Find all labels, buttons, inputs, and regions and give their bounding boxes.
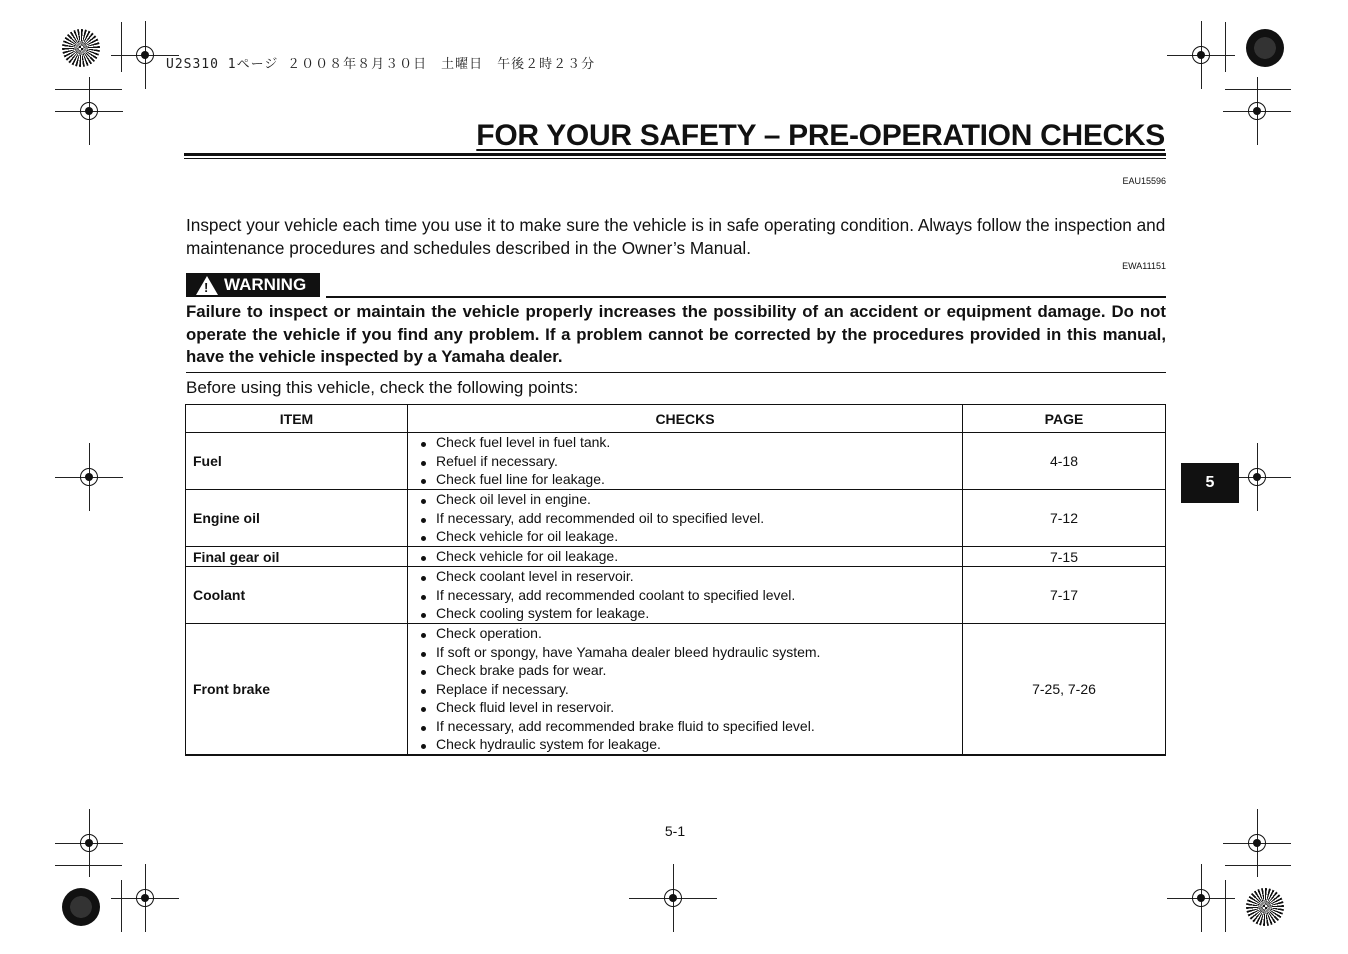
warning-code: EWA11151 bbox=[1122, 261, 1166, 271]
warning-rule bbox=[326, 296, 1166, 298]
warning-text: Failure to inspect or maintain the vehicle properly increases the possibility of an accident or equipment damage. Do not operate the vehicle if you find any problem. If a problem cannot be corrected by the procedures provided in this manual, have the vehicle inspected by a Yamaha dealer. bbox=[186, 302, 1166, 366]
check-item: Check fuel line for leakage. bbox=[436, 470, 955, 489]
check-item: Check vehicle for oil leakage. bbox=[436, 547, 955, 566]
check-item: Check oil level in engine. bbox=[436, 490, 955, 509]
row-checks bbox=[408, 624, 963, 755]
check-item: Check coolant level in reservoir. bbox=[436, 567, 955, 586]
crop-mark bbox=[121, 880, 122, 932]
column-header-checks: CHECKS bbox=[408, 405, 963, 433]
table-row bbox=[186, 624, 1166, 755]
before-checks-text: Before using this vehicle, check the following points: bbox=[186, 378, 579, 397]
section-code: EAU15596 bbox=[1122, 176, 1166, 186]
table-row bbox=[186, 490, 1166, 547]
crop-mark bbox=[55, 89, 122, 90]
crop-mark bbox=[1225, 865, 1291, 866]
crop-mark bbox=[1225, 22, 1226, 72]
printer-target-bottom-right bbox=[1246, 888, 1284, 926]
print-header: U2S310 1ページ ２００８年８月３０日 土曜日 午後２時２３分 bbox=[166, 57, 596, 72]
row-item: Final gear oil bbox=[186, 547, 408, 567]
column-header-page: PAGE bbox=[963, 405, 1166, 433]
crop-mark bbox=[1225, 89, 1291, 90]
intro-paragraph: Inspect your vehicle each time you use it to make sure the vehicle is in safe operating condition. Always follow the inspection and maintenance procedures and schedules described in the Owner’s Manual. bbox=[186, 215, 1166, 258]
row-page: 4-18 bbox=[963, 433, 1166, 490]
table-header-row bbox=[186, 405, 1166, 433]
table-row bbox=[186, 547, 1166, 567]
crop-mark bbox=[1225, 880, 1226, 932]
row-checks bbox=[408, 547, 963, 567]
check-item: Check vehicle for oil leakage. bbox=[436, 527, 955, 546]
title-rule bbox=[184, 153, 1166, 156]
printer-target-bottom-left bbox=[62, 888, 100, 926]
title-rule-thin bbox=[184, 158, 1166, 159]
warning-triangle-icon bbox=[196, 276, 218, 295]
row-page: 7-12 bbox=[963, 490, 1166, 547]
warning-bottom-rule bbox=[186, 372, 1166, 373]
warning-badge bbox=[186, 273, 320, 297]
column-header-item: ITEM bbox=[186, 405, 408, 433]
row-checks bbox=[408, 490, 963, 547]
page-number: 5-1 bbox=[664, 823, 686, 839]
check-item: Check fluid level in reservoir. bbox=[436, 698, 955, 717]
row-page: 7-15 bbox=[963, 547, 1166, 567]
row-item: Front brake bbox=[186, 624, 408, 755]
printer-target-top-right bbox=[1246, 29, 1284, 67]
crop-mark bbox=[121, 22, 122, 72]
check-item: If necessary, add recommended oil to specified level. bbox=[436, 509, 955, 528]
pre-operation-checks-table bbox=[185, 404, 1166, 756]
check-item: Check brake pads for wear. bbox=[436, 661, 955, 680]
check-item: Check cooling system for leakage. bbox=[436, 604, 955, 623]
row-checks bbox=[408, 567, 963, 624]
check-item: If soft or spongy, have Yamaha dealer bleed hydraulic system. bbox=[436, 643, 955, 662]
row-item: Coolant bbox=[186, 567, 408, 624]
row-page: 7-25, 7-26 bbox=[963, 624, 1166, 755]
row-item: Engine oil bbox=[186, 490, 408, 547]
page-title: FOR YOUR SAFETY – PRE-OPERATION CHECKS bbox=[476, 119, 1165, 152]
check-item: If necessary, add recommended coolant to specified level. bbox=[436, 586, 955, 605]
check-item: Replace if necessary. bbox=[436, 680, 955, 699]
table-row bbox=[186, 567, 1166, 624]
row-page: 7-17 bbox=[963, 567, 1166, 624]
printer-target-top-left bbox=[62, 29, 100, 67]
check-item: Check hydraulic system for leakage. bbox=[436, 735, 955, 754]
check-item: Check operation. bbox=[436, 624, 955, 643]
check-item: If necessary, add recommended brake fluid to specified level. bbox=[436, 717, 955, 736]
chapter-tab: 5 bbox=[1181, 463, 1239, 503]
row-item: Fuel bbox=[186, 433, 408, 490]
table-row bbox=[186, 433, 1166, 490]
check-item: Refuel if necessary. bbox=[436, 452, 955, 471]
crop-mark bbox=[55, 865, 122, 866]
warning-label: WARNING bbox=[224, 275, 307, 294]
check-item: Check fuel level in fuel tank. bbox=[436, 433, 955, 452]
row-checks bbox=[408, 433, 963, 490]
